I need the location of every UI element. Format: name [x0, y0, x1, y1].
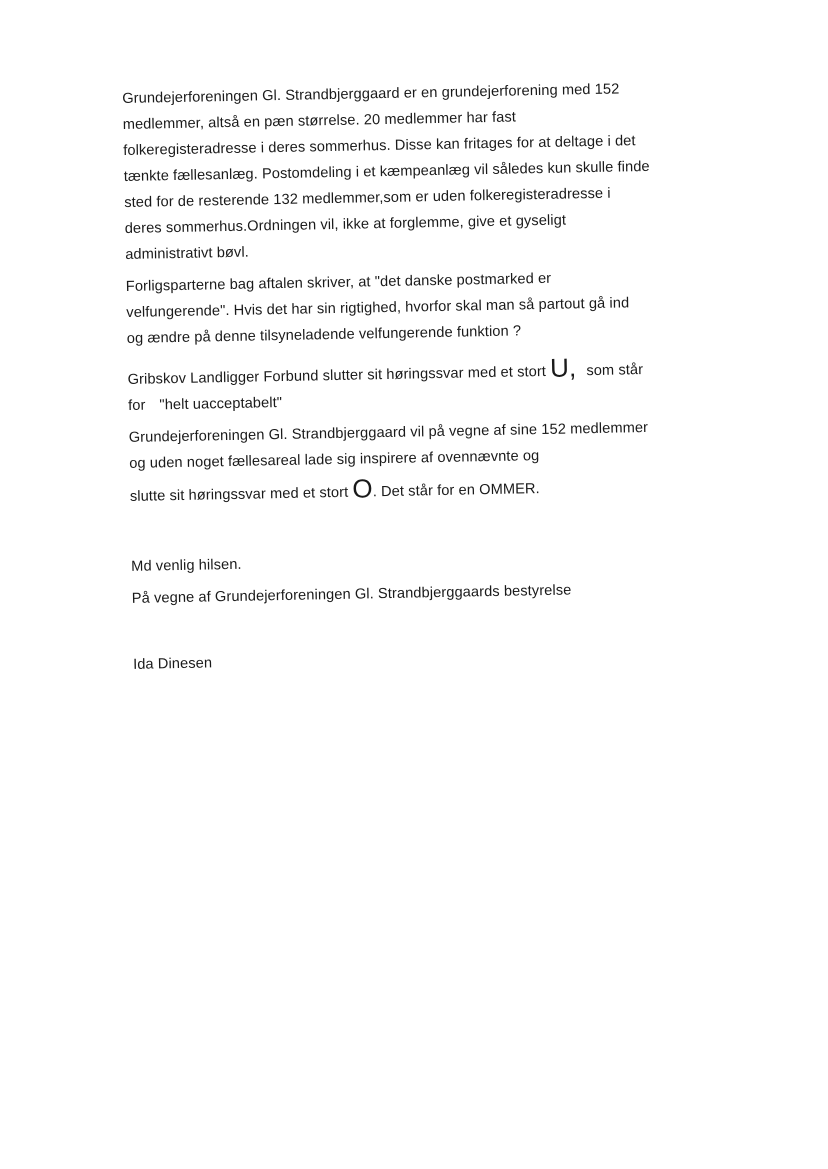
- som-star-text: som står: [586, 362, 644, 380]
- greeting-text: Md venlig hilsen.: [131, 556, 242, 575]
- ommer-before: slutte sit høringssvar med et stort: [129, 484, 349, 505]
- text-line: deres sommerhus.Ordningen vil, ikke at forglemme, give et gyseligt: [124, 212, 567, 237]
- for-text: for: [127, 397, 146, 414]
- paragraph-postal-market: [126, 262, 727, 352]
- big-letter-o: O: [352, 473, 373, 504]
- text-line: velfungerende". Hvis det har sin rigtighed, hvorfor skal man så partout gå ind: [126, 295, 630, 321]
- text-line: Grundejerforeningen Gl. Strandbjerggaard er en grundejerforening med 152: [122, 81, 620, 107]
- on-behalf-text: På vegne af Grundejerforeningen Gl. Strandbjerggaards bestyrelse: [131, 582, 572, 607]
- big-letter-u: U,: [549, 352, 577, 383]
- text-line: administrativt bøvl.: [125, 244, 250, 263]
- text-line: og ændre på denne tilsyneladende velfungerende funktion ?: [126, 323, 522, 347]
- letter-body: [122, 74, 733, 677]
- gribskov-text: Gribskov Landligger Forbund slutter sit høringssvar med et stort: [127, 363, 547, 388]
- text-line: Forligsparterne bag aftalen skriver, at "det danske postmarked er: [125, 270, 552, 295]
- text-line: folkeregisteradresse i deres sommerhus. Disse kan fritages for at deltage i det: [123, 133, 636, 159]
- text-line: sted for de resterende 132 medlemmer,som er uden folkeregisteradresse i: [124, 185, 611, 211]
- paragraph-intro: [122, 74, 725, 267]
- quote-text: "helt uacceptabelt": [159, 394, 283, 414]
- text-line: tænkte fællesanlæg. Postomdeling i et kæmpeanlæg vil således kun skulle finde: [123, 158, 650, 185]
- ommer-after: . Det står for en OMMER.: [372, 481, 540, 501]
- text-line: Grundejerforeningen Gl. Strandbjerggaard vil på vegne af sine 152 medlemmer: [128, 419, 649, 446]
- text-line: og uden noget fællesareal lade sig inspirere af ovennævnte og: [129, 448, 540, 472]
- signatory-name: Ida Dinesen: [132, 655, 213, 673]
- text-line: medlemmer, altså en pæn størrelse. 20 medlemmer har fast: [122, 109, 517, 133]
